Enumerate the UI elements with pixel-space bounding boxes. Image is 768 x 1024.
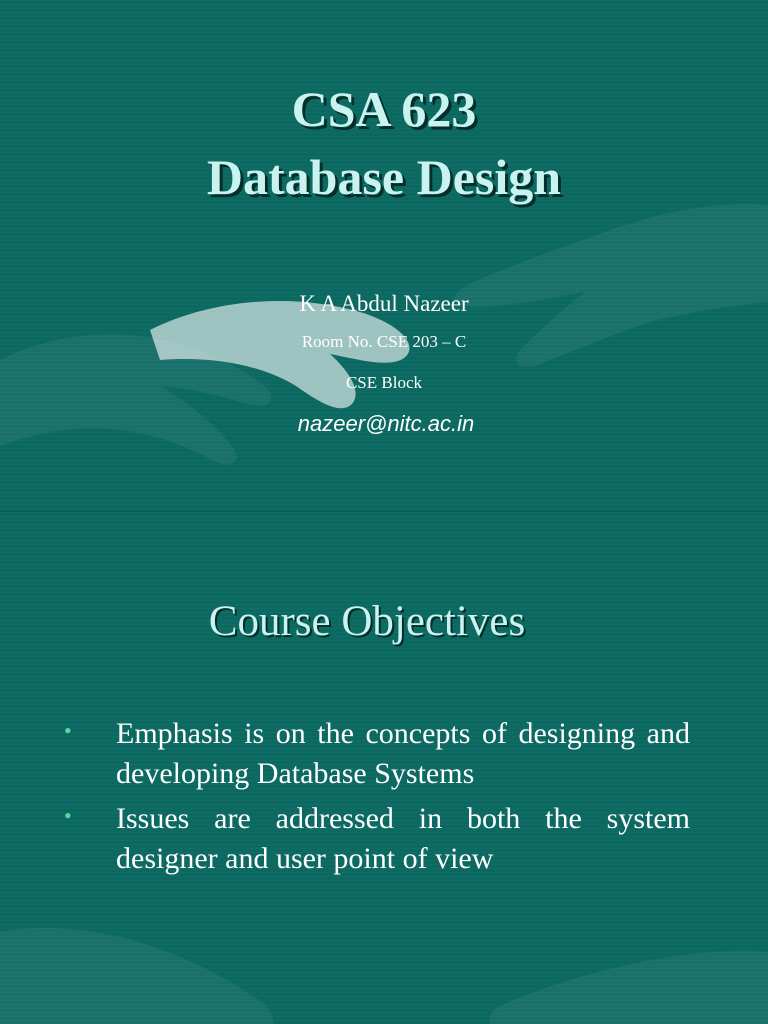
objective-text: Emphasis is on the concepts of designing and developing Database Systems — [116, 717, 690, 790]
objectives-slide — [0, 512, 768, 1024]
course-code-title: CSA 623 — [291, 81, 477, 137]
list-item — [60, 799, 690, 879]
building-block: CSE Block — [345, 373, 423, 392]
objectives-list — [60, 714, 690, 884]
slide-title: Course Objectives — [208, 598, 526, 645]
instructor-name: K A Abdul Nazeer — [299, 291, 469, 316]
objective-text: Issues are addressed in both the system designer and user point of view — [116, 802, 690, 875]
course-name-title: Database Design — [206, 149, 562, 205]
bullet-icon: • — [64, 803, 72, 828]
bullet-icon: • — [64, 718, 72, 743]
list-item — [60, 714, 690, 794]
instructor-email: nazeer@nitc.ac.in — [297, 411, 475, 436]
room-number: Room No. CSE 203 – C — [301, 332, 467, 351]
